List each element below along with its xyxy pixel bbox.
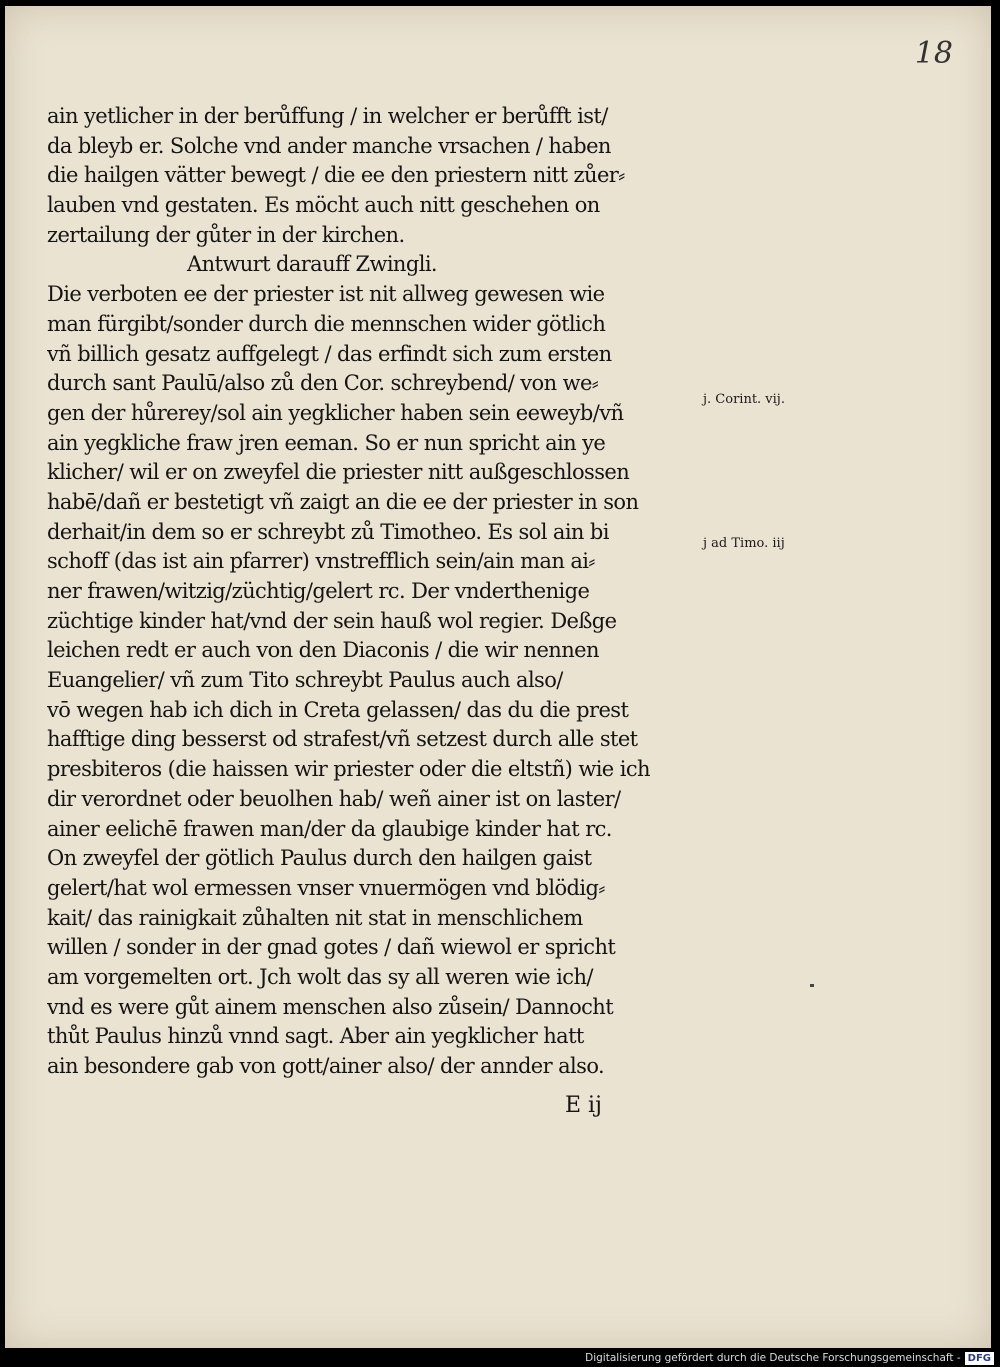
text-line: klicher/ wil er on zweyfel die priester nitt außgeschlossen bbox=[47, 460, 630, 485]
body-text bbox=[47, 102, 707, 1082]
text-line: ner frawen/witzig/züchtig/gelert rc. Der vnderthenige bbox=[47, 579, 590, 603]
text-line: am vorgemelten ort. Jch wolt das sy all weren wie ich/ bbox=[47, 964, 593, 989]
text-line: lauben vnd gestaten. Es möcht auch nitt geschehen on bbox=[47, 193, 600, 218]
text-line: leichen redt er auch von den Diaconis / die wir nennen bbox=[47, 638, 599, 663]
section-heading: Antwurt darauff Zwingli. bbox=[187, 252, 438, 277]
text-line: durch sant Paulū/also zů den Cor. schreybend/ von we⸗ bbox=[47, 371, 599, 396]
text-line: hafftige ding besserst od strafest/vñ setzest durch alle stet bbox=[47, 727, 638, 752]
text-line: vnd es were gůt ainem menschen also zůsein/ Dannocht bbox=[47, 994, 614, 1019]
text-line: vñ billich gesatz auffgelegt / das erfindt sich zum ersten bbox=[47, 341, 612, 366]
text-line: habē/dañ er bestetigt vñ zaigt an die ee der priester in son bbox=[47, 489, 639, 514]
text-line: derhait/in dem so er schreybt zů Timotheo. Es sol ain bi bbox=[47, 519, 609, 544]
text-line: ain yetlicher in der berůffung / in welcher er berůfft ist/ bbox=[47, 104, 608, 128]
folio-number: 18 bbox=[914, 36, 953, 71]
ink-speck bbox=[810, 984, 814, 987]
text-line: vō wegen hab ich dich in Creta gelassen/ das du die prest bbox=[47, 697, 629, 722]
text-line: Euangelier/ vñ zum Tito schreybt Paulus auch also/ bbox=[47, 668, 563, 693]
text-line: kait/ das rainigkait zůhalten nit stat in menschlichem bbox=[47, 905, 583, 930]
signature-mark: E ij bbox=[565, 1093, 602, 1118]
text-line: ain yegkliche fraw jren eeman. So er nun spricht ain ye bbox=[47, 430, 606, 455]
text-line: gelert/hat wol ermessen vnser vnuermögen vnd blödig⸗ bbox=[47, 875, 605, 900]
text-line: presbiteros (die haissen wir priester oder die eltstñ) wie ich bbox=[47, 757, 650, 782]
text-line: dir verordnet oder beuolhen hab/ weñ ainer ist on laster/ bbox=[47, 786, 621, 811]
text-line: On zweyfel der götlich Paulus durch den hailgen gaist bbox=[47, 846, 592, 871]
text-line: zertailung der gůter in der kirchen. bbox=[47, 222, 405, 247]
text-line: thůt Paulus hinzů vnnd sagt. Aber ain yegklicher hatt bbox=[47, 1024, 584, 1049]
text-line: schoff (das ist ain pfarrer) vnstrefflich sein/ain man ai⸗ bbox=[47, 549, 595, 574]
text-line: ainer eelichē frawen man/der da glaubige kinder hat rc. bbox=[47, 816, 612, 841]
dfg-logo-icon: DFG bbox=[965, 1352, 994, 1365]
text-line: man fürgibt/sonder durch die mennschen wider götlich bbox=[47, 311, 606, 336]
text-line: gen der hůrerey/sol ain yegklicher haben sein eeweyb/vñ bbox=[47, 400, 624, 425]
margin-note-corinthians: j. Corint. vij. bbox=[703, 392, 785, 407]
text-line: die hailgen vätter bewegt / die ee den priestern nitt zůer⸗ bbox=[47, 163, 625, 188]
digitization-credit bbox=[585, 1351, 994, 1365]
text-line: da bleyb er. Solche vnd ander manche vrsachen / haben bbox=[47, 133, 611, 158]
text-line: züchtige kinder hat/vnd der sein hauß wol regier. Deßge bbox=[47, 608, 617, 633]
text-line: ain besondere gab von gott/ainer also/ der annder also. bbox=[47, 1054, 605, 1078]
text-line: willen / sonder in der gnad gotes / dañ wiewol er spricht bbox=[47, 935, 616, 960]
text-line: Die verboten ee der priester ist nit allweg gewesen wie bbox=[47, 282, 605, 307]
margin-note-timothy: j ad Timo. iij bbox=[703, 536, 785, 551]
book-page bbox=[5, 6, 991, 1348]
credit-text: Digitalisierung gefördert durch die Deutsche Forschungsgemeinschaft - bbox=[585, 1352, 961, 1364]
